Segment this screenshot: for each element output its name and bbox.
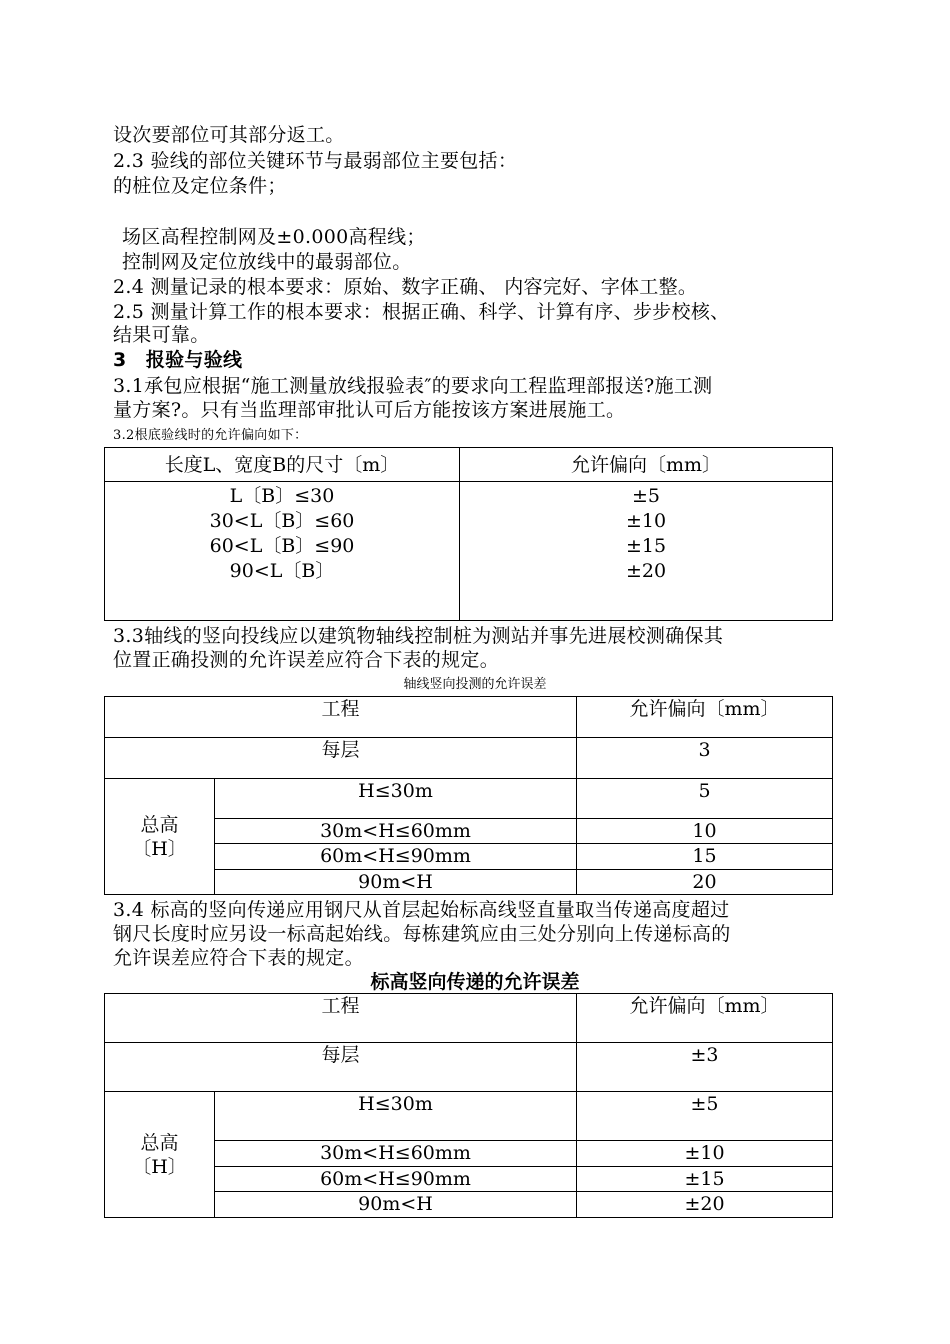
table2-value: 10 [577, 819, 833, 844]
baseline-tolerance-table [104, 447, 833, 621]
table2-header-item: 工程 [105, 697, 577, 738]
table2-value: 20 [577, 870, 833, 895]
paragraph-line-8: 结果可靠。 [113, 324, 210, 346]
table3-range: 30m<H≤60mm [215, 1141, 577, 1167]
paragraph-line-7: 2.5 测量计算工作的根本要求：根据正确、科学、计算有序、步步校核、 [113, 301, 730, 323]
table2-value: 15 [577, 844, 833, 870]
paragraph-line-12: 3.3轴线的竖向投线应以建筑物轴线控制桩为测站并事先进展校测确保其 [113, 625, 724, 647]
table2-per-floor-label: 每层 [105, 738, 577, 779]
elevation-tolerance-table [104, 993, 833, 1218]
table3-value: ±5 [577, 1092, 833, 1141]
paragraph-line-4: 场区高程控制网及±0.000高程线； [122, 226, 426, 248]
table1-tolerances-cell [460, 482, 833, 621]
paragraph-line-2: 2.3 验线的部位关键环节与最弱部位主要包括： [113, 150, 518, 172]
table2-range: H≤30m [215, 779, 577, 819]
table3-header-item: 工程 [105, 994, 577, 1043]
paragraph-line-14: 3.4 标高的竖向传递应用钢尺从首层起始标高线竖直量取当传递高度超过 [113, 899, 730, 921]
paragraph-line-9: 3.1承包应根据“施工测量放线报验表″的要求向工程监理部报送?施工测 [113, 375, 713, 397]
table3-value: ±10 [577, 1141, 833, 1167]
paragraph-line-3: 的桩位及定位条件； [113, 175, 287, 197]
table3-range: H≤30m [215, 1092, 577, 1141]
table1-tolerance: ±10 [625, 510, 667, 532]
table1-ranges-cell [105, 482, 460, 621]
table2-value: 5 [577, 779, 833, 819]
paragraph-line-5: 控制网及定位放线中的最弱部位。 [122, 251, 412, 273]
paragraph-line-1: 设次要部位可其部分返工。 [113, 124, 345, 146]
table1-header-size: 长度L、宽度B的尺寸〔m〕 [105, 448, 460, 482]
table3-header-tolerance: 允许偏向〔mm〕 [577, 994, 833, 1043]
table2-range: 60m<H≤90mm [215, 844, 577, 870]
section-heading-3: 3 报验与验线 [113, 349, 243, 371]
axis-vertical-tolerance-table [104, 696, 833, 895]
table1-tolerance: ±5 [631, 485, 660, 507]
table2-caption: 轴线竖向投测的允许误差 [403, 677, 547, 692]
table1-header-tolerance: 允许偏向〔mm〕 [460, 448, 833, 482]
table1-tolerance: ±15 [625, 535, 667, 557]
table1-range: 90<L〔B〕 [229, 560, 335, 582]
table3-value: ±15 [577, 1167, 833, 1192]
table2-range: 30m<H≤60mm [215, 819, 577, 844]
paragraph-line-13: 位置正确投测的允许误差应符合下表的规定。 [113, 649, 500, 671]
table1-range: 60<L〔B〕≤90 [209, 535, 355, 557]
table2-total-height-label: 总高 〔H〕 [105, 779, 215, 895]
table2-per-floor-value: 3 [577, 738, 833, 779]
table3-caption: 标高竖向传递的允许误差 [370, 971, 580, 993]
table2-range: 90m<H [215, 870, 577, 895]
table3-total-height-label: 总高 〔H〕 [105, 1092, 215, 1218]
table3-per-floor-value: ±3 [577, 1043, 833, 1092]
paragraph-line-11: 3.2根底验线时的允许偏向如下： [113, 428, 308, 443]
table3-per-floor-label: 每层 [105, 1043, 577, 1092]
table1-tolerance: ±20 [625, 560, 667, 582]
paragraph-line-15: 钢尺长度时应另设一标高起始线。每栋建筑应由三处分别向上传递标高的 [113, 923, 731, 945]
table3-range: 90m<H [215, 1192, 577, 1218]
table3-value: ±20 [577, 1192, 833, 1218]
paragraph-line-10: 量方案?。只有当监理部审批认可后方能按该方案进展施工。 [113, 399, 626, 421]
table1-range: L〔B〕≤30 [229, 485, 335, 507]
paragraph-line-16: 允许误差应符合下表的规定。 [113, 947, 364, 969]
table1-range: 30<L〔B〕≤60 [209, 510, 355, 532]
table3-range: 60m<H≤90mm [215, 1167, 577, 1192]
table2-header-tolerance: 允许偏向〔mm〕 [577, 697, 833, 738]
paragraph-line-6: 2.4 测量记录的根本要求：原始、数字正确、 内容完好、字体工整。 [113, 276, 698, 298]
